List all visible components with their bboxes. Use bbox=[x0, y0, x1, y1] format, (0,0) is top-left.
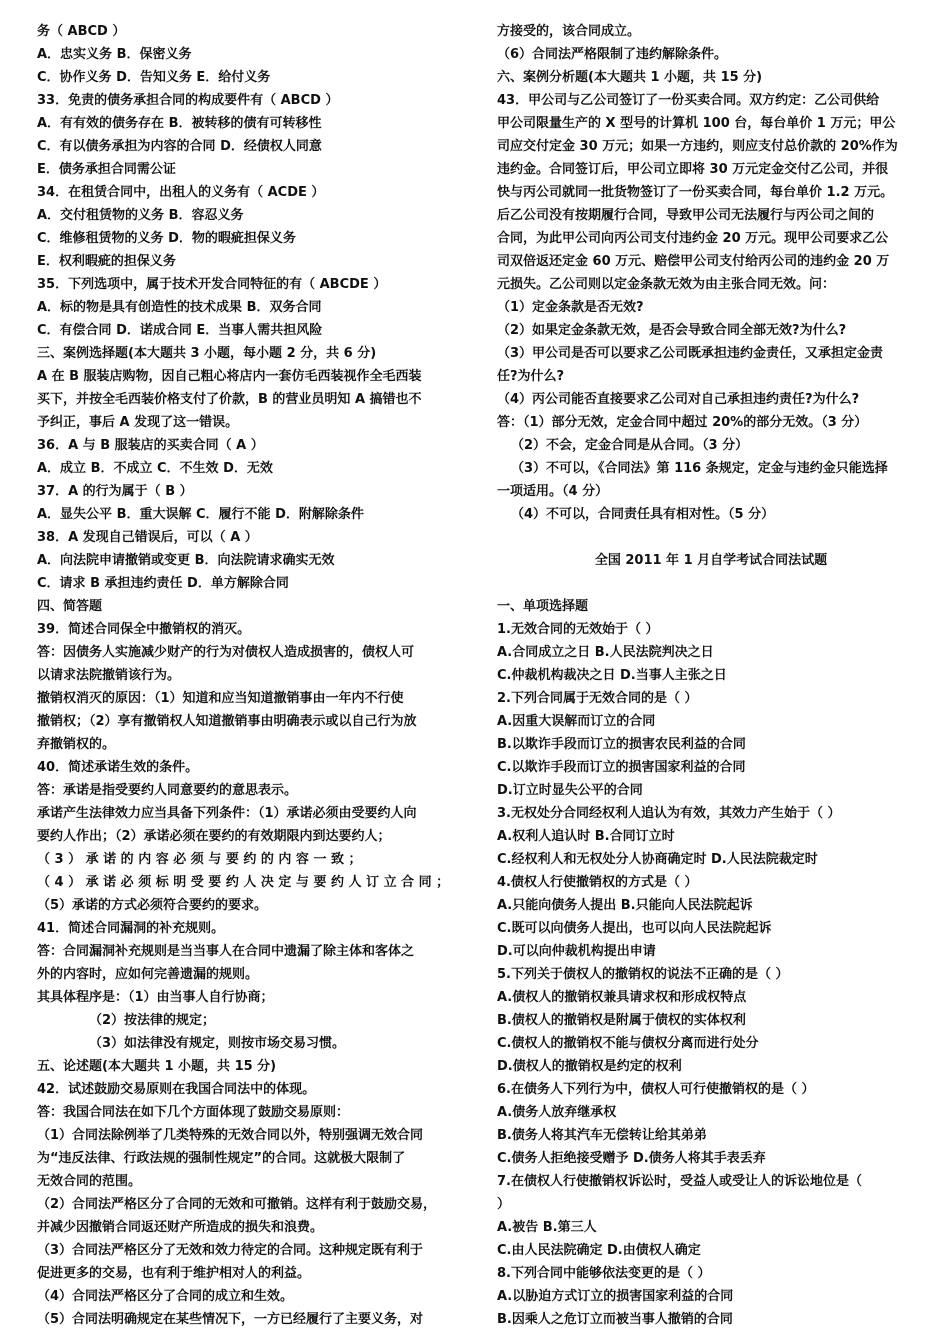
right-column-line: ） bbox=[497, 1197, 511, 1212]
right-column-line: D.债权人的撤销权是约定的权利 bbox=[497, 1059, 682, 1074]
right-column-line: C.由人民法院确定 D.由债权人确定 bbox=[497, 1243, 701, 1258]
right-column-line: 一、单项选择题 bbox=[497, 599, 589, 614]
right-column-line: 任?为什么? bbox=[497, 369, 565, 384]
left-column-line: A．交付租赁物的义务 B．容忍义务 bbox=[37, 208, 244, 223]
left-column-line: 无效合同的范围。 bbox=[37, 1174, 142, 1189]
right-column bbox=[497, 20, 925, 1331]
left-column-line: 38．A 发现自己错误后，可以（ A ） bbox=[37, 530, 258, 545]
left-column-line: E．权利暇疵的担保义务 bbox=[37, 254, 176, 269]
left-column-line: （1）合同法除例举了几类特殊的无效合同以外，特别强调无效合同 bbox=[37, 1128, 424, 1143]
right-column-line: 全国 2011 年 1 月自学考试合同法试题 bbox=[594, 553, 828, 568]
right-column-line: 答：（1）部分无效，定金合同中超过 20%的部分无效。（3 分） bbox=[497, 415, 868, 430]
left-column-line: 予纠正，事后 A 发现了这一错误。 bbox=[37, 415, 239, 430]
left-column-line: 39．简述合同保全中撤销权的消灭。 bbox=[37, 622, 251, 637]
left-column-line: 以请求法院撤销该行为。 bbox=[37, 668, 181, 683]
left-column-line: 36．A 与 B 服装店的买卖合同（ A ） bbox=[37, 438, 264, 453]
left-column-line: 外的内容时，应如何完善遗漏的规则。 bbox=[37, 967, 259, 982]
right-column-line: 3.无权处分合同经权利人追认为有效，其效力产生始于（ ） bbox=[497, 806, 841, 821]
left-column-line: C．有以债务承担为内容的合同 D．经债权人同意 bbox=[37, 139, 322, 154]
left-column-line: 33．免责的债务承担合同的构成要件有（ ABCD ） bbox=[37, 93, 339, 108]
left-column-line: （4）合同法严格区分了合同的成立和生效。 bbox=[37, 1289, 294, 1304]
left-column-line: A．成立 B．不成立 C．不生效 D．无效 bbox=[37, 461, 273, 476]
left-column-line: 买下，并按全毛西装价格支付了价款，B 的营业员明知 A 搞错也不 bbox=[37, 392, 422, 407]
right-column-line: 8.下列合同中能够依法变更的是（ ） bbox=[497, 1266, 711, 1281]
left-column-line: 35．下列选项中，属于技术开发合同特征的有（ ABCDE ） bbox=[37, 277, 387, 292]
left-column-line: 42．试述鼓励交易原则在我国合同法中的体现。 bbox=[37, 1082, 316, 1097]
left-column-line: C．协作义务 D．告知义务 E．给付义务 bbox=[37, 70, 271, 85]
left-column-line: （2）按法律的规定； bbox=[89, 1013, 216, 1028]
left-column-line: （2）合同法严格区分了合同的无效和可撤销。这样有利于鼓励交易， bbox=[37, 1197, 437, 1212]
left-column-line: （5）合同法明确规定在某些情况下，一方已经履行了主要义务，对 bbox=[37, 1312, 424, 1327]
right-column-line: 后乙公司没有按期履行合同，导致甲公司无法履行与丙公司之间的 bbox=[497, 208, 875, 223]
left-column-line: 其具体程序是：（1）由当事人自行协商； bbox=[37, 990, 274, 1005]
left-column-line: 并减少因撤销合同返还财产所造成的损失和浪费。 bbox=[37, 1220, 324, 1235]
right-column-line: 元损失。乙公司则以定金条款无效为由主张合同无效。问： bbox=[497, 277, 836, 292]
right-column-line: 4.债权人行使撤销权的方式是（ ） bbox=[497, 875, 698, 890]
right-column-line: 5.下列关于债权人的撤销权的说法不正确的是（ ） bbox=[497, 967, 789, 982]
left-column-line: （ 3 ） 承 诺 的 内 容 必 须 与 要 约 的 内 容 一 致 ； bbox=[37, 852, 362, 867]
left-column-line: C．维修租赁物的义务 D．物的暇疵担保义务 bbox=[37, 231, 296, 246]
left-column-line: 促进更多的交易，也有利于维护相对人的利益。 bbox=[37, 1266, 311, 1281]
left-column-line: 为“违反法律、行政法规的强制性规定”的合同。这就极大限制了 bbox=[37, 1151, 406, 1166]
right-column-line: 司双倍返还定金 60 万元、赔偿甲公司支付给丙公司的违约金 20 万 bbox=[497, 254, 890, 269]
right-column-line: （4）不可以，合同责任具有相对性。（5 分） bbox=[511, 507, 775, 522]
right-column-line: A.只能向债务人提出 B.只能向人民法院起诉 bbox=[497, 898, 753, 913]
right-column-line bbox=[497, 572, 925, 595]
right-column-line: （6）合同法严格限制了违约解除条件。 bbox=[497, 47, 728, 62]
right-column-line: B.因乘人之危订立而被当事人撤销的合同 bbox=[497, 1312, 733, 1327]
left-column-line: A 在 B 服装店购物，因自己粗心将店内一套仿毛西装视作全毛西装 bbox=[37, 369, 422, 384]
left-column-line: 34．在租赁合同中，出租人的义务有（ ACDE ） bbox=[37, 185, 325, 200]
right-column-line: D.可以向仲裁机构提出申请 bbox=[497, 944, 656, 959]
left-column-line: 弃撤销权的。 bbox=[37, 737, 116, 752]
left-column-line: A．忠实义务 B．保密义务 bbox=[37, 47, 192, 62]
right-column-line: A.债权人的撤销权兼具请求权和形成权特点 bbox=[497, 990, 747, 1005]
left-column-line: C．请求 B 承担违约责任 D．单方解除合同 bbox=[37, 576, 289, 591]
right-column-line: 43．甲公司与乙公司签订了一份买卖合同。双方约定：乙公司供给 bbox=[497, 93, 880, 108]
right-column-line: B.以欺诈手段而订立的损害农民利益的合同 bbox=[497, 737, 746, 752]
right-column-line: A.因重大误解而订立的合同 bbox=[497, 714, 656, 729]
right-column-line: C.仲裁机构裁决之日 D.当事人主张之日 bbox=[497, 668, 727, 683]
left-column-line: 撤销权；（2）享有撤销权人知道撤销事由明确表示或以自己行为放 bbox=[37, 714, 417, 729]
left-column bbox=[37, 20, 467, 1331]
right-column-line: C.既可以向债务人提出，也可以向人民法院起诉 bbox=[497, 921, 772, 936]
right-column-line: 7.在债权人行使撤销权诉讼时，受益人或受让人的诉讼地位是（ bbox=[497, 1174, 862, 1189]
right-column-line: 六、案例分析题(本大题共 1 小题，共 15 分) bbox=[497, 70, 763, 85]
right-column-line: 司应交付定金 30 万元；如果一方违约，则应支付总价款的 20%作为 bbox=[497, 139, 898, 154]
right-column-line: 甲公司限量生产的 X 型号的计算机 100 台，每台单价 1 万元；甲公 bbox=[497, 116, 896, 131]
right-column-line: 一项适用。（4 分） bbox=[497, 484, 609, 499]
right-column-line: 1.无效合同的无效始于（ ） bbox=[497, 622, 659, 637]
right-column-line: 合同，为此甲公司向丙公司支付违约金 20 万元。现甲公司要求乙公 bbox=[497, 231, 889, 246]
right-column-line: B.债务人将其汽车无偿转让给其弟弟 bbox=[497, 1128, 707, 1143]
left-column-line: （3）合同法严格区分了无效和效力待定的合同。这种规定既有利于 bbox=[37, 1243, 424, 1258]
right-column-line: B.债权人的撤销权是附属于债权的实体权利 bbox=[497, 1013, 746, 1028]
right-column-line: （2）如果定金条款无效，是否会导致合同全部无效?为什么? bbox=[497, 323, 847, 338]
right-column-line: （4）丙公司能否直接要求乙公司对自己承担违约责任?为什么? bbox=[497, 392, 860, 407]
right-column-line: D.订立时显失公平的合同 bbox=[497, 783, 643, 798]
left-column-line: 承诺产生法律效力应当具备下列条件：（1）承诺必须由受要约人向 bbox=[37, 806, 417, 821]
left-column-line: A．标的物是具有创造性的技术成果 B．双务合同 bbox=[37, 300, 322, 315]
right-column-line: C.以欺诈手段而订立的损害国家利益的合同 bbox=[497, 760, 746, 775]
left-column-line: A．向法院申请撤销或变更 B．向法院请求确实无效 bbox=[37, 553, 335, 568]
right-column-line: A.合同成立之日 B.人民法院判决之日 bbox=[497, 645, 714, 660]
left-column-line: C．有偿合同 D．诺成合同 E．当事人需共担风险 bbox=[37, 323, 323, 338]
left-column-line: 答：承诺是指受要约人同意要约的意思表示。 bbox=[37, 783, 298, 798]
left-column-line: 37．A 的行为属于（ B ） bbox=[37, 484, 193, 499]
right-column-line: 快与丙公司就同一批货物签订了一份买卖合同，每台单价 1.2 万元。 bbox=[497, 185, 894, 200]
left-column-line: A．有有效的债务存在 B．被转移的债有可转移性 bbox=[37, 116, 322, 131]
right-column-line: A.债务人放弃继承权 bbox=[497, 1105, 617, 1120]
right-column-line bbox=[497, 526, 925, 549]
left-column-line: 三、案例选择题(本大题共 3 小题，每小题 2 分，共 6 分) bbox=[37, 346, 377, 361]
left-column-line: 答：合同漏洞补充规则是当当事人在合同中遗漏了除主体和客体之 bbox=[37, 944, 415, 959]
left-column-line: 要约人作出；（2）承诺必须在要约的有效期限内到达要约人； bbox=[37, 829, 391, 844]
left-column-line: 答：因债务人实施减少财产的行为对债权人造成损害的，债权人可 bbox=[37, 645, 415, 660]
right-column-line: （2）不会，定金合同是从合同。（3 分） bbox=[511, 438, 749, 453]
left-column-line: 四、简答题 bbox=[37, 599, 103, 614]
right-column-line: （3）甲公司是否可以要求乙公司既承担违约金责任，又承担定金责 bbox=[497, 346, 884, 361]
right-column-line: 方接受的，该合同成立。 bbox=[497, 24, 641, 39]
right-column-line: 2.下列合同属于无效合同的是（ ） bbox=[497, 691, 698, 706]
left-column-line: （5）承诺的方式必须符合要约的要求。 bbox=[37, 898, 268, 913]
left-column-line: 撤销权消灭的原因：（1）知道和应当知道撤销事由一年内不行使 bbox=[37, 691, 404, 706]
right-column-line: 违约金。合同签订后，甲公司立即将 30 万元定金交付乙公司，并很 bbox=[497, 162, 889, 177]
right-column-line: （3）不可以，《合同法》第 116 条规定，定金与违约金只能选择 bbox=[511, 461, 888, 476]
left-column-line: （ 4 ） 承 诺 必 须 标 明 受 要 约 人 决 定 与 要 约 人 订 立 合 同 ； bbox=[37, 875, 450, 890]
left-column-line: 40．简述承诺生效的条件。 bbox=[37, 760, 199, 775]
left-column-line: （3）如法律没有规定，则按市场交易习惯。 bbox=[89, 1036, 346, 1051]
left-column-line: A．显失公平 B．重大误解 C．履行不能 D．附解除条件 bbox=[37, 507, 364, 522]
right-column-line: C.经权利人和无权处分人协商确定时 D.人民法院裁定时 bbox=[497, 852, 818, 867]
right-column-line: A.被告 B.第三人 bbox=[497, 1220, 597, 1235]
left-column-line: 答：我国合同法在如下几个方面体现了鼓励交易原则： bbox=[37, 1105, 350, 1120]
left-column-line: 务（ ABCD ） bbox=[37, 24, 126, 39]
right-column-line: （1）定金条款是否无效? bbox=[497, 300, 644, 315]
right-column-line: A.权利人追认时 B.合同订立时 bbox=[497, 829, 675, 844]
left-column-line: 五、论述题(本大题共 1 小题，共 15 分) bbox=[37, 1059, 277, 1074]
left-column-line: 41．简述合同漏洞的补充规则。 bbox=[37, 921, 225, 936]
right-column-line: A.以胁迫方式订立的损害国家利益的合同 bbox=[497, 1289, 734, 1304]
right-column-line: C.债权人的撤销权不能与债权分离而进行处分 bbox=[497, 1036, 759, 1051]
right-column-line: 6.在债务人下列行为中，债权人可行使撤销权的是（ ） bbox=[497, 1082, 815, 1097]
right-column-line: C.债务人拒绝接受赠予 D.债务人将其手表丢弃 bbox=[497, 1151, 766, 1166]
left-column-line: E．债务承担合同需公证 bbox=[37, 162, 176, 177]
